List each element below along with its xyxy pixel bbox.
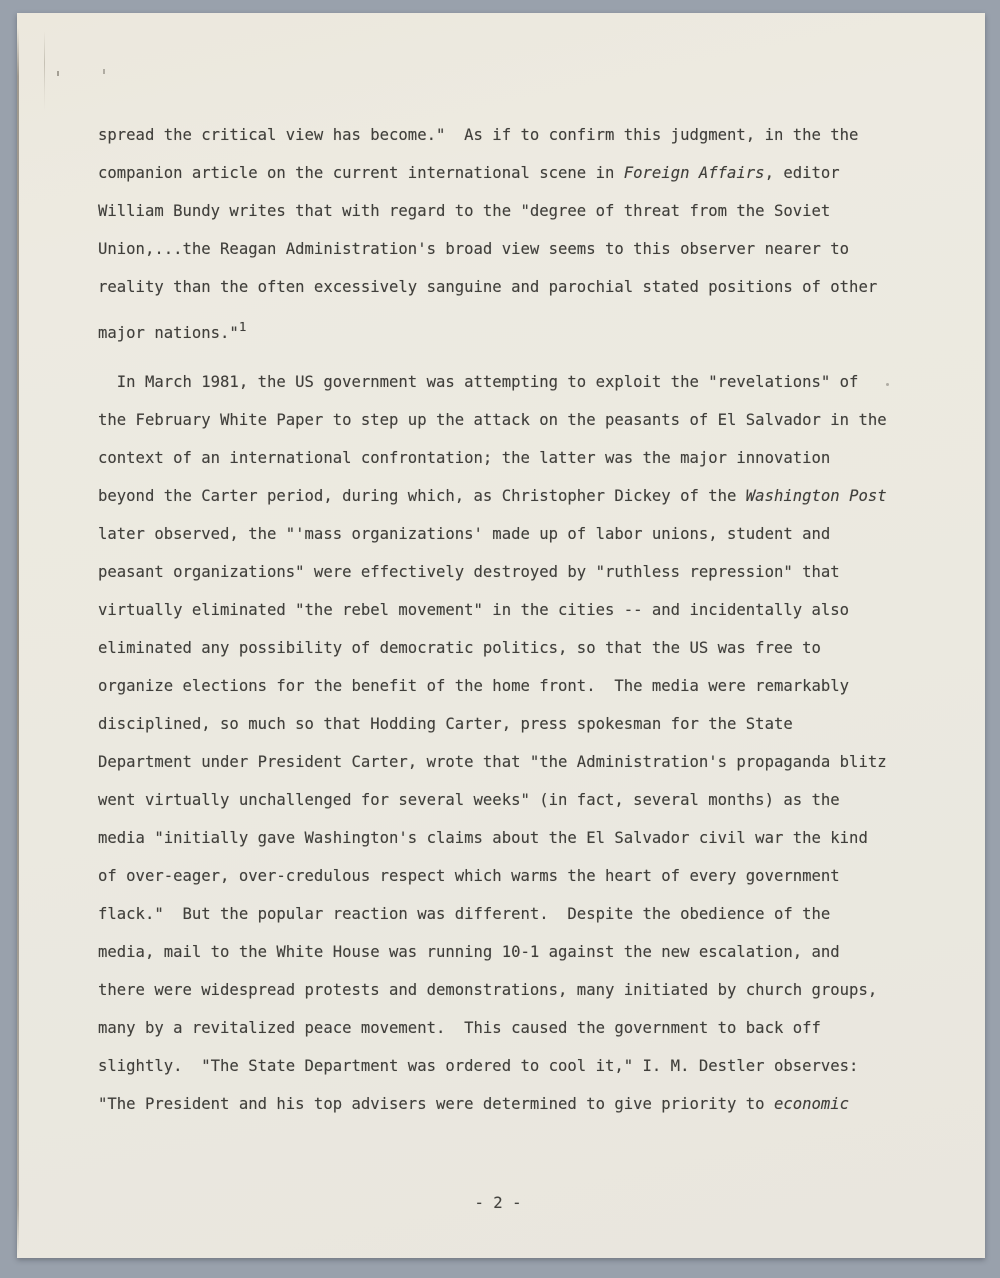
text-line [98,1009,887,1047]
text-line [98,743,887,781]
document-page [17,13,985,1258]
text-segment: media, mail to the White House was running 10-1 against the new escalation, and [98,943,840,961]
text-line [98,401,887,439]
text-line [98,629,887,667]
text-segment: flack." But the popular reaction was different. Despite the obedience of the [98,905,831,923]
text-segment: beyond the Carter period, during which, as Christopher Dickey of the [98,487,746,505]
text-segment: William Bundy writes that with regard to the "degree of threat from the Soviet [98,202,831,220]
italic-text: economic [773,1095,850,1113]
text-line [98,705,887,743]
text-segment: spread the critical view has become." As if to confirm this judgment, in the the [98,126,859,144]
text-segment: context of an international confrontation; the latter was the major innovation [98,449,831,467]
text-segment: , editor [764,164,840,182]
text-segment: many by a revitalized peace movement. This caused the government to back off [98,1019,821,1037]
text-line [98,268,887,306]
text-segment: the February White Paper to step up the attack on the peasants of El Salvador in the [98,411,887,429]
paper-crease [44,31,45,111]
text-segment: Union,...the Reagan Administration's broad view seems to this observer nearer to [98,240,850,258]
text-line [98,895,887,933]
footnote-reference: 1 [238,319,247,334]
text-line [98,363,887,401]
text-line [98,933,887,971]
text-line [98,1047,887,1085]
italic-text: Washington Post [745,487,887,505]
text-segment: reality than the often excessively sanguine and parochial stated positions of other [98,278,878,296]
text-segment: later observed, the "'mass organizations' made up of labor unions, student and [98,525,831,543]
text-line [98,971,887,1009]
text-segment: organize elections for the benefit of the home front. The media were remarkably [98,677,850,695]
text-segment: went virtually unchallenged for several weeks" (in fact, several months) as the [98,791,840,809]
text-segment: "The President and his top advisers were determined to give priority to [98,1095,774,1113]
text-segment: major nations." [98,324,239,342]
text-segment: there were widespread protests and demonstrations, many initiated by church groups, [98,981,878,999]
text-line [98,819,887,857]
page-number: - 2 - [474,1194,522,1212]
italic-text: Foreign Affairs [623,164,765,182]
text-line [98,1085,887,1123]
text-line [98,591,887,629]
text-line [98,667,887,705]
text-line [98,781,887,819]
paragraph [98,363,887,1123]
text-segment: companion article on the current international scene in [98,164,624,182]
text-line [98,439,887,477]
text-segment: slightly. "The State Department was ordered to cool it," I. M. Destler observes: [98,1057,859,1075]
text-segment: media "initially gave Washington's claims about the El Salvador civil war the kind [98,829,868,847]
paper-mark [57,71,59,76]
text-line [98,230,887,268]
text-line [98,116,887,154]
paper-edge-shadow [17,27,19,1254]
text-segment: In March 1981, the US government was attempting to exploit the "revelations" of [98,373,859,391]
text-line [98,477,887,515]
paper-mark [103,69,105,74]
text-line [98,553,887,591]
text-line [98,154,887,192]
text-segment: eliminated any possibility of democratic politics, so that the US was free to [98,639,821,657]
text-segment: of over-eager, over-credulous respect which warms the heart of every government [98,867,840,885]
text-segment: Department under President Carter, wrote that "the Administration's propaganda blitz [98,753,887,771]
text-segment: peasant organizations" were effectively destroyed by "ruthless repression" that [98,563,840,581]
document-text [98,116,887,1123]
text-line [98,192,887,230]
text-line [98,857,887,895]
text-segment: disciplined, so much so that Hodding Carter, press spokesman for the State [98,715,793,733]
text-line [98,314,887,352]
text-segment: virtually eliminated "the rebel movement" in the cities -- and incidentally also [98,601,850,619]
text-line [98,515,887,553]
paragraph [98,116,887,352]
